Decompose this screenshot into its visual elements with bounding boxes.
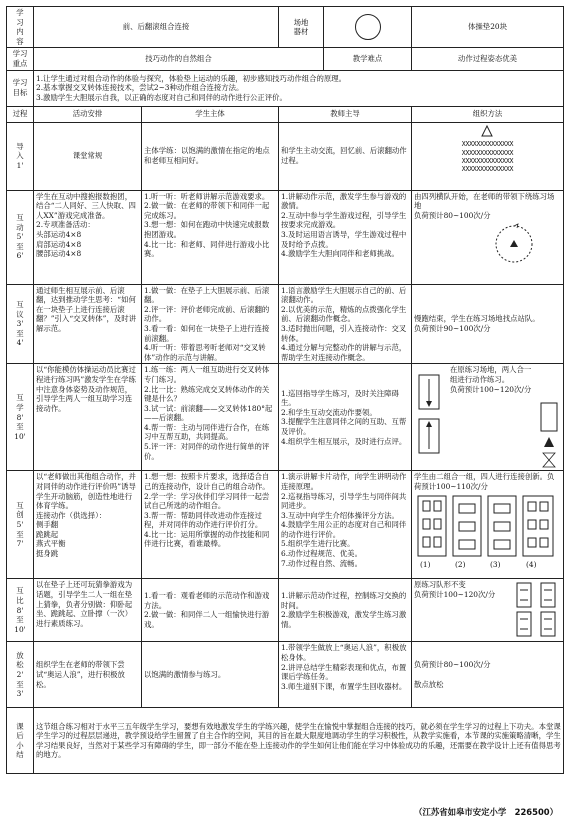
pair-game-figure xyxy=(414,580,561,640)
lesson-plan-table xyxy=(6,6,564,774)
col-header-organization: 组织方法 xyxy=(412,106,564,122)
table-row xyxy=(7,284,564,364)
activity-cell: 以在垫子上还可玩猜拳游戏为话题，引导学生二人一组在垫上猜拳，负者分别做：仰卧起坐、跪跳起、立卧撑（一次）进行素质练习。 xyxy=(34,579,142,642)
goals-cell xyxy=(34,70,564,106)
goal-3: 3.激励学生大胆展示自我，以正确的态度对自己和同伴的动作进行公正评价。 xyxy=(36,92,287,102)
activity-cell: 以“你能模仿体操运动员比赛过程进行练习吗”激发学生在学练中注意身体姿势及动作规范，引导学生两人一组互助学习连接动作。 xyxy=(34,364,142,471)
stage-label: 互 比 8' 至 10' xyxy=(7,579,34,642)
col-header-teacher: 教师主导 xyxy=(279,106,412,122)
stage-label: 放 松 2' 至 3' xyxy=(7,642,34,708)
teacher-cell: 1.语言激励学生大胆展示自己的前、后滚翻动作。 2.以优美的示范，精炼的点拨强化学生前、后滚翻动作概念。 3.适时抛出问题，引入连接动作：交叉转体。 4.通过分解与完整动作的讲解与示范，帮助学生对连接动作概念。 xyxy=(279,284,412,364)
activity-cell: 学生在互动中搜抱报数抱团，结合“二人同好、三人快取、四人XX”游戏完成准备。 2.专项准备活动： 头部运动4×8 肩部运动4×8 腰部运动4×8 xyxy=(34,190,142,284)
school-footer: （江苏省如皋市安定小学 226500） xyxy=(414,807,558,817)
difficulty: 动作过程姿态优美 xyxy=(412,48,564,70)
organization-cell: 负荷预计80~100次/分 散点放松 xyxy=(412,642,564,708)
goal-2: 2.基本掌握交叉转体连接技术，尝试2~3种动作组合连接方法。 xyxy=(36,83,244,93)
goals-label: 学习 目标 xyxy=(7,70,34,106)
stage-label: 互 创 5' 至 7' xyxy=(7,471,34,579)
student-cell: 以饱满的激情参与练习。 xyxy=(142,642,279,708)
table-row xyxy=(7,579,564,642)
group-label: (4) xyxy=(526,559,537,569)
circle-shape xyxy=(355,14,381,40)
group-mats-figure xyxy=(414,492,561,572)
summary-row xyxy=(7,708,564,774)
summary-label: 课 后 小 结 xyxy=(7,708,34,774)
teacher-cell: 1.讲解示范动作过程，控制练习交换的时间。 2.激励学生积极游戏，激发学生练习激情。 xyxy=(279,579,412,642)
formation-row: XXXXXXXXXXXXXX xyxy=(461,156,514,165)
table-row xyxy=(7,190,564,284)
summary-text: 这节组合练习相对于水平三五年级学生学习，要想有效地激发学生的学练兴趣，使学生在愉悦中掌握组合连接的技巧，就必须在学生学习的过程上下功夫。本堂课学生学习的过程层层递进，教学预设给学生留置了自主合作的空间，其目的旨在最大限度地调动学生的学习积极性，从教学实施看，本节课的实施策略清晰，学生学习结果良好，当然对于某些学习有障碍的学生，即一部分不能在垫上连接动作的学生如何让他们能在学习中体验成功的乐趣，还需要在教学设计上还有值得思考的地方。 xyxy=(34,708,564,774)
focus-label: 学习 重点 xyxy=(7,48,34,70)
organization-cell: 慢跑结束，学生在练习场地找点站队。 负荷预计90~100次/分 xyxy=(412,284,564,364)
organization-cell xyxy=(412,122,564,190)
lesson-content: 前、后翻滚组合连接 xyxy=(34,7,279,48)
venue-cell xyxy=(324,7,412,48)
table-row xyxy=(7,642,564,708)
organization-text: 在原练习场地，两人合一组进行动作练习。 负荷预计100~120次/分 xyxy=(450,365,532,394)
group-label: (2) xyxy=(455,559,466,569)
teacher-cell: 和学生主动交流，回忆前、后滚翻动作过程。 xyxy=(279,122,412,190)
table-row xyxy=(7,364,564,471)
organization-cell xyxy=(412,190,564,284)
pair-mats-diagram xyxy=(513,580,561,640)
four-group-diagram xyxy=(414,492,560,572)
teacher-cell: 1.巡回指导学生练习，及时关注障碍生。 2.和学生互动交流动作要领。 3.提醒学生注意同伴之间的互助、互帮及评价。 4.组织学生相互展示，及时进行点评。 xyxy=(279,364,412,471)
formation-row: XXXXXXXXXXXXXX xyxy=(461,165,514,174)
difficulty-label: 教学难点 xyxy=(324,48,412,70)
col-header-activity: 活动安排 xyxy=(34,106,142,122)
organization-text: 原练习队形不变 负荷预计100~120次/分 xyxy=(414,580,496,599)
organization-cell xyxy=(412,579,564,642)
student-cell: 主体学练：以饱满的激情在指定的地点和老师互相问好。 xyxy=(142,122,279,190)
organization-cell xyxy=(412,364,564,471)
mat-arrows-diagram xyxy=(414,365,450,469)
stage-label: 互 学 8' 至 10' xyxy=(7,364,34,471)
table-row xyxy=(7,471,564,579)
student-cell: 1.做一做：在垫子上大胆展示前、后滚翻。 2.评一评：评价老师完成前、后滚翻的动作。 3.看一看：如何在一块垫子上进行连接前滚翻。 4.听一听：带着思考听老师对“交叉转体”动作的示范与讲解。 xyxy=(142,284,279,364)
activity-cell: 通过师生相互展示前、后滚翻，达到推动学生思考：“如何在一块垫子上进行连接后滚翻？”引入“交叉转体”，及时讲解示范。 xyxy=(34,284,142,364)
activity-cell: 以“老师做出其他组合动作，并对同伴的动作进行评价吗”诱导学生开动脑筋，创造性地进行体育学练。 连接动作（供选择）： 侧手翻 跪跳起 燕式平衡 挺身跳 xyxy=(34,471,142,579)
col-header-stage: 过程 xyxy=(7,106,34,122)
col-header-student: 学生主体 xyxy=(142,106,279,122)
running-route-diagram xyxy=(414,220,560,266)
venue-label: 场地 器材 xyxy=(279,7,324,48)
table-row xyxy=(7,122,564,190)
equipment: 体操垫20块 xyxy=(412,7,564,48)
teacher-cell: 1.带领学生做放上“奥运人浪”，积极放松身体。 2.讲评总结学生精彩表现和优点，布置课后学练任务。 3.师生道别下课，布置学生回收器材。 xyxy=(279,642,412,708)
lesson-focus: 技巧动作的自然组合 xyxy=(34,48,324,70)
activity-cell: 组织学生在老师的带领下尝试“奥运人浪”，进行积极放松。 xyxy=(34,642,142,708)
formation-row: XXXXXXXXXXXXXX xyxy=(461,140,514,149)
mat-position-diagram xyxy=(537,365,561,469)
column-header-row xyxy=(7,106,564,122)
organization-text: 由四列横队开始，在老师的带领下绕练习场地 负荷预计80~100次/分 xyxy=(414,191,555,220)
student-cell: 1.看一看：观看老师的示范动作和游戏方法。 2.做一做：和同伴二人一组愉快进行游戏。 xyxy=(142,579,279,642)
teacher-cell: 1.讲解动作示范，激发学生参与游戏的激情。 2.互动中参与学生游戏过程，引导学生按要求完成游戏。 3.及时运用语言诱导，学生游戏过程中及时给予点拨。 4.激励学生大胆向同伴和老师挑战。 xyxy=(279,190,412,284)
triangle-marker xyxy=(414,124,560,138)
stage-label: 导 入 1' xyxy=(7,122,34,190)
group-label: (3) xyxy=(490,559,501,569)
content-label: 学 习 内 容 xyxy=(7,7,34,48)
header-row-content xyxy=(7,7,564,48)
activity-cell: 课堂常规 xyxy=(34,122,142,190)
pair-practice-figure xyxy=(414,365,561,469)
goal-1: 1.让学生通过对组合动作的体验与探究，体验垫上运动的乐趣，初步感知技巧动作组合的原理。 xyxy=(36,73,347,83)
stage-label: 互 议 3' 至 4' xyxy=(7,284,34,364)
teacher-cell: 1.演示讲解卡片动作，向学生讲明动作连接原理。 2.巡视指导练习，引导学生与同伴间共同进步。 3.互动中向学生介绍体操评分方法。 4.鼓励学生用公正的态度对自己和同伴的动作进行评价。 5.组织学生进行比赛。 6.动作过程规范、优美。 7.动作过程自然、流畅。 xyxy=(279,471,412,579)
student-cell: 1.练一练：两人一组互助进行交叉转体专门练习。 2.比一比：熟练完成交叉转体动作的关键是什么？ 3.试一试：前滚翻——交叉转体180°起——后滚翻。 4.帮一帮：主动与同伴进行合作，在练习中互帮互助，共同提高。 5.评一评：对同伴的动作进行简单的评价。 xyxy=(142,364,279,471)
group-label: (1) xyxy=(420,559,431,569)
header-row-focus xyxy=(7,48,564,70)
organization-cell xyxy=(412,471,564,579)
student-cell: 1.听一听：听老师讲解示范游戏要求。 2.做一做：在老师的带领下和同伴一起完成练习。 3.想一想：如何在跑动中快速完成报数抱团游戏。 4.比一比：和老师、同伴进行游戏小比赛。 xyxy=(142,190,279,284)
formation-row: XXXXXXXXXXXXXX xyxy=(461,148,514,157)
student-cell: 1.想一想：按照卡片要求，选择适合自己的连接动作，设计自己的组合动作。 2.学一学：学习伙伴们学习同伴一起尝试自己所选的动作组合。 3.帮一帮：帮助同伴改进动作连接过程，并对同伴的动作进行评价打分。 4.比一比：运用所掌握的动作技能和同伴进行比赛，看谁最棒。 xyxy=(142,471,279,579)
stage-label: 互 动 5' 至 6' xyxy=(7,190,34,284)
organization-text: 学生由二组合一组，四人进行连接创新。负荷预计100~110次/分 xyxy=(414,472,555,491)
header-row-goals xyxy=(7,70,564,106)
